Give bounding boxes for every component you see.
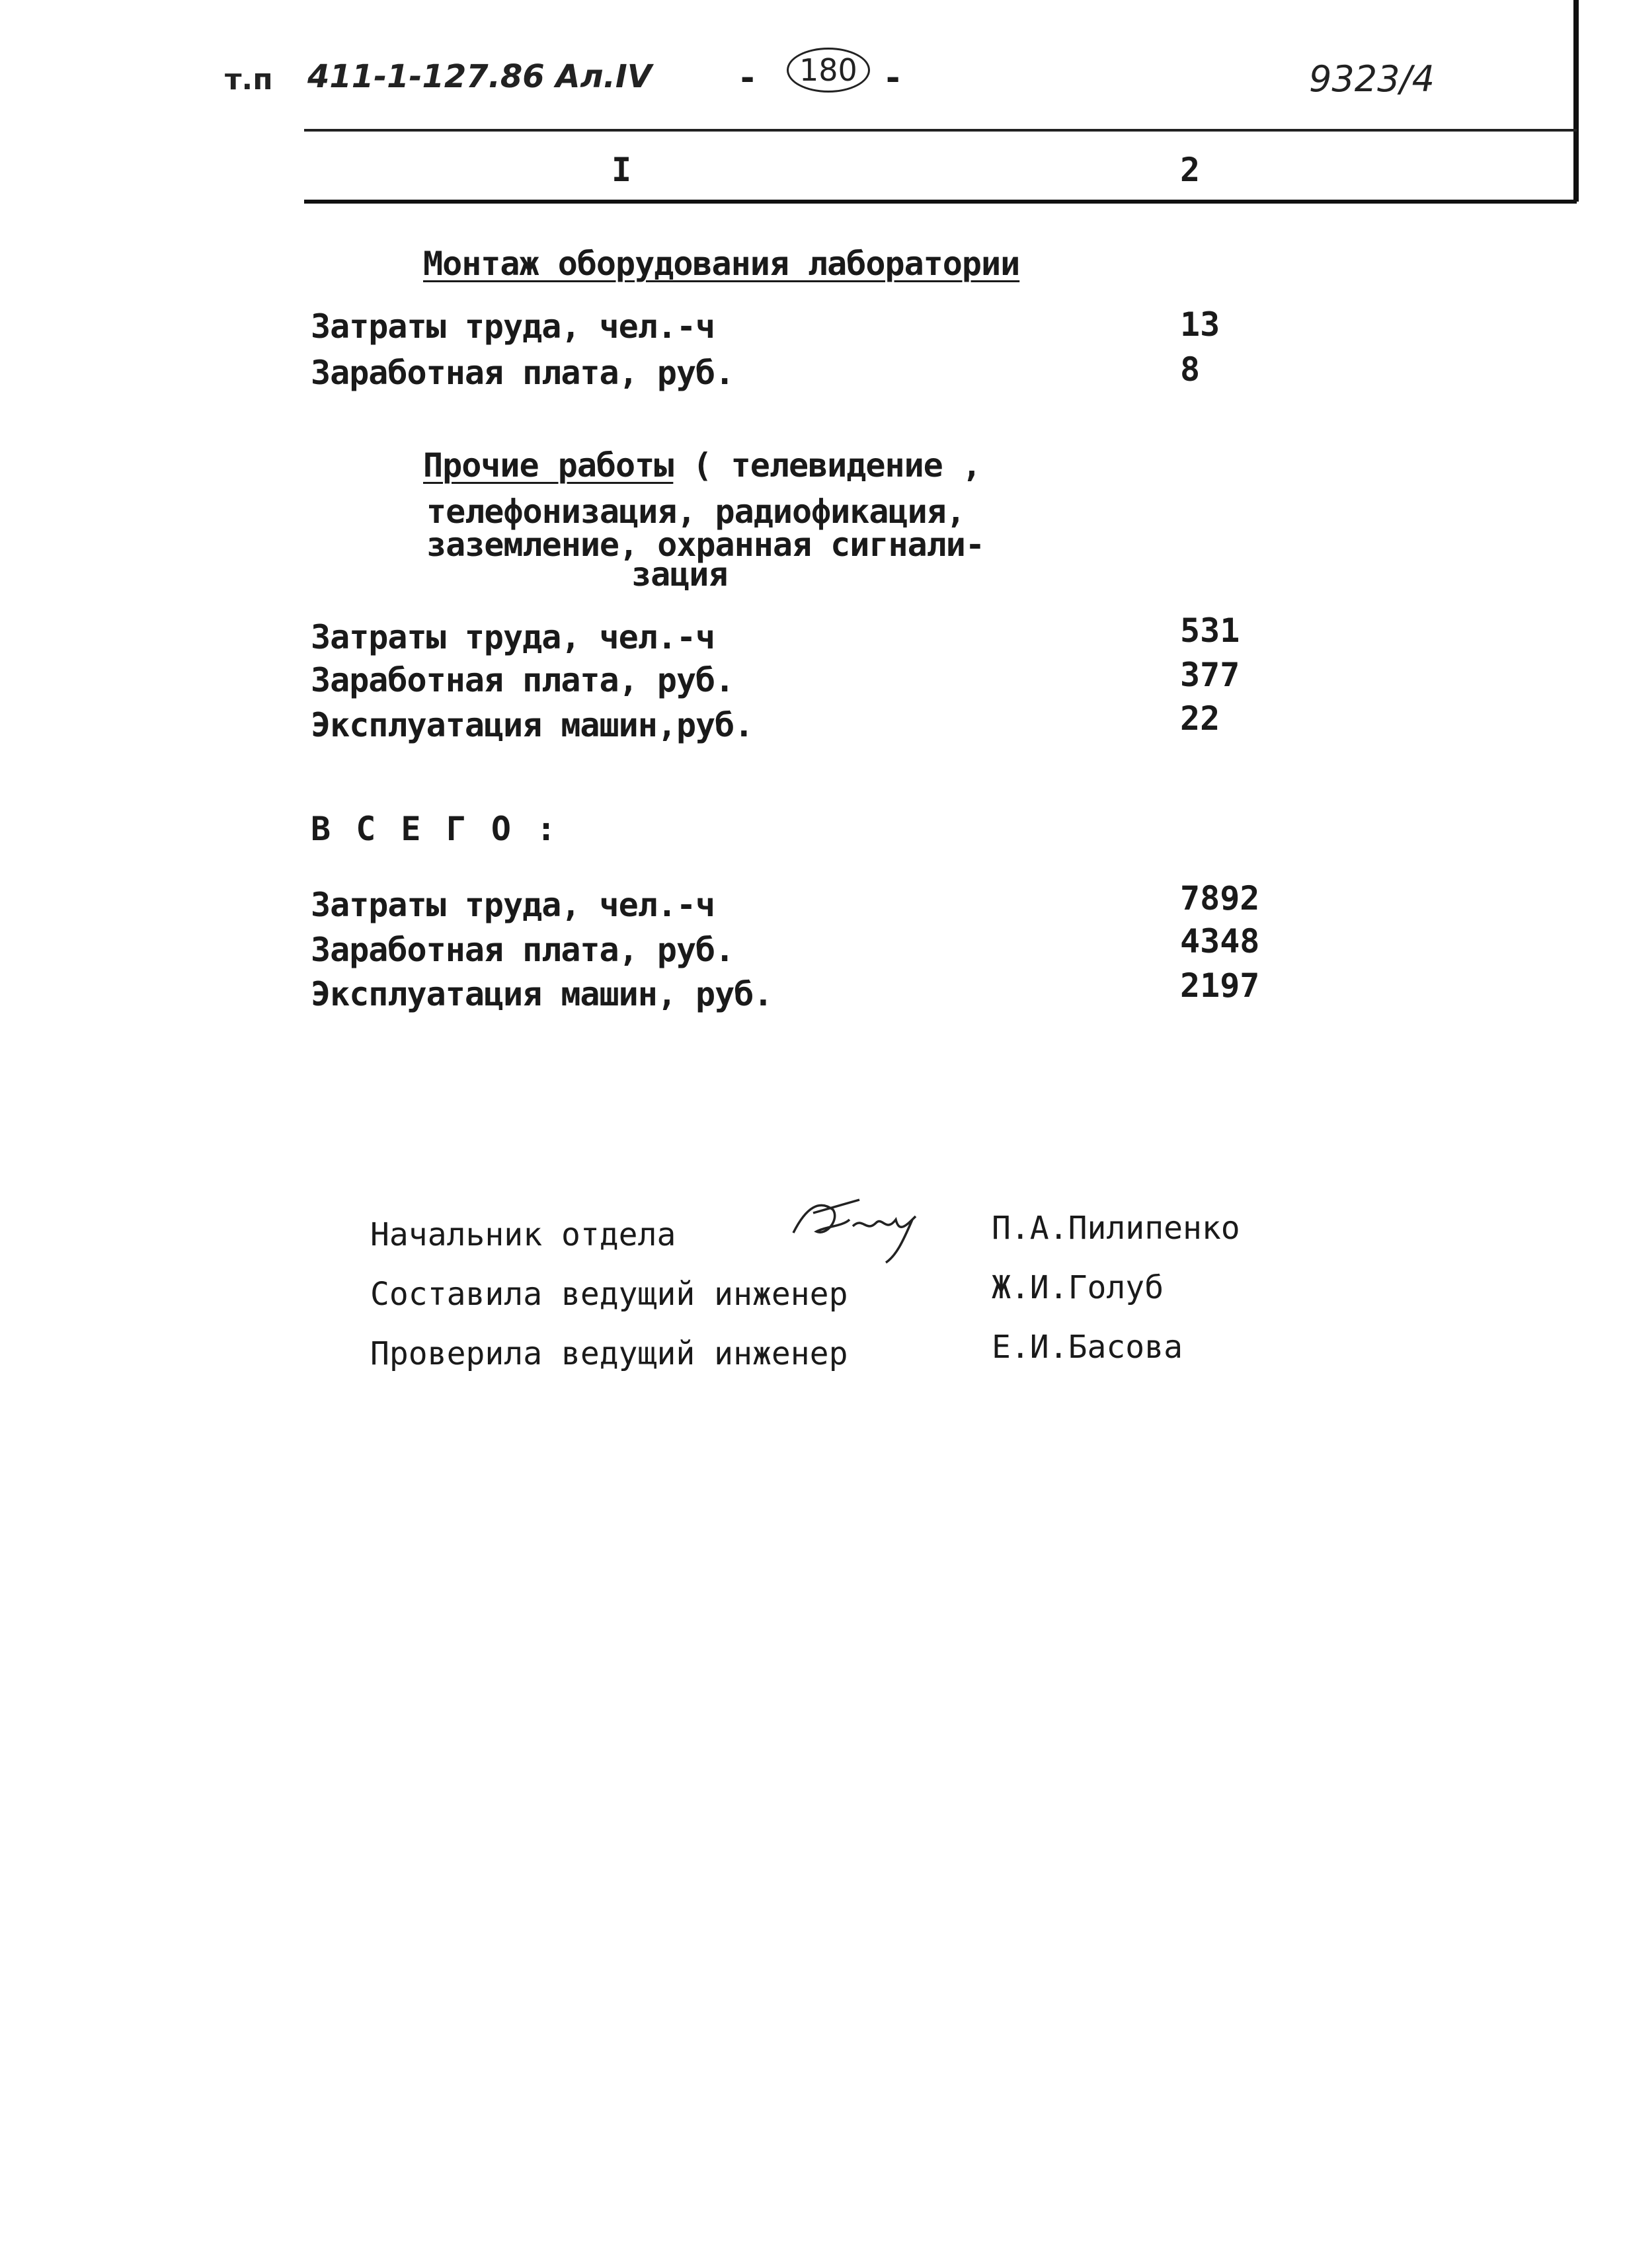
row-label: Затраты труда, чел.-ч <box>311 618 715 656</box>
signature-name: Е.И.Басова <box>992 1329 1183 1366</box>
total-title: В С Е Г О : <box>311 810 559 848</box>
section-desc-line: зация <box>631 555 728 594</box>
column-header-1: I <box>612 151 632 189</box>
header-dash-left: - <box>737 58 758 98</box>
section-desc-line: телефонизация, радиофикация, <box>426 492 965 531</box>
section-title-other-rest: ( телевидение , <box>692 446 981 485</box>
row-value: 7892 <box>1180 879 1260 918</box>
signature-name: П.А.Пилипенко <box>992 1210 1240 1247</box>
header-dash-right: - <box>883 58 904 98</box>
row-value: 377 <box>1180 656 1240 694</box>
signature-name: Ж.И.Голуб <box>992 1269 1164 1306</box>
section-title-other <box>423 446 981 485</box>
column-header-rule <box>304 200 1577 204</box>
header-prefix: т.п <box>225 63 273 97</box>
row-value: 2197 <box>1180 966 1260 1005</box>
row-label: Заработная плата, руб. <box>311 931 734 969</box>
row-label: Эксплуатация машин,руб. <box>311 706 754 744</box>
header-rule <box>304 129 1577 132</box>
row-value: 22 <box>1180 699 1220 738</box>
section-title-lab: Монтаж оборудования лаборатории <box>423 245 1020 283</box>
handwritten-signature <box>787 1180 939 1266</box>
row-label: Затраты труда, чел.-ч <box>311 307 715 346</box>
section-desc-line: заземление, охранная сигнали- <box>426 526 984 564</box>
row-value: 4348 <box>1180 922 1260 960</box>
signature-role: Начальник отдела <box>370 1216 676 1253</box>
row-label: Заработная плата, руб. <box>311 661 734 699</box>
row-value: 8 <box>1180 350 1201 389</box>
page-number-circle: 180 <box>787 48 870 93</box>
row-label: Эксплуатация машин, руб. <box>311 975 773 1013</box>
signature-role: Проверила ведущий инженер <box>370 1335 848 1372</box>
project-code: 411-1-127.86 Ал.IV <box>307 58 652 95</box>
row-label: Затраты труда, чел.-ч <box>311 886 715 924</box>
row-value: 531 <box>1180 611 1240 650</box>
section-title-other-main: Прочие работы <box>423 446 674 485</box>
row-label: Заработная плата, руб. <box>311 354 734 392</box>
page-border <box>1573 0 1579 202</box>
column-header-2: 2 <box>1180 151 1201 189</box>
signature-role: Составила ведущий инженер <box>370 1276 848 1313</box>
page-number <box>787 48 870 93</box>
document-code: 9323/4 <box>1309 58 1435 100</box>
row-value: 13 <box>1180 305 1220 344</box>
